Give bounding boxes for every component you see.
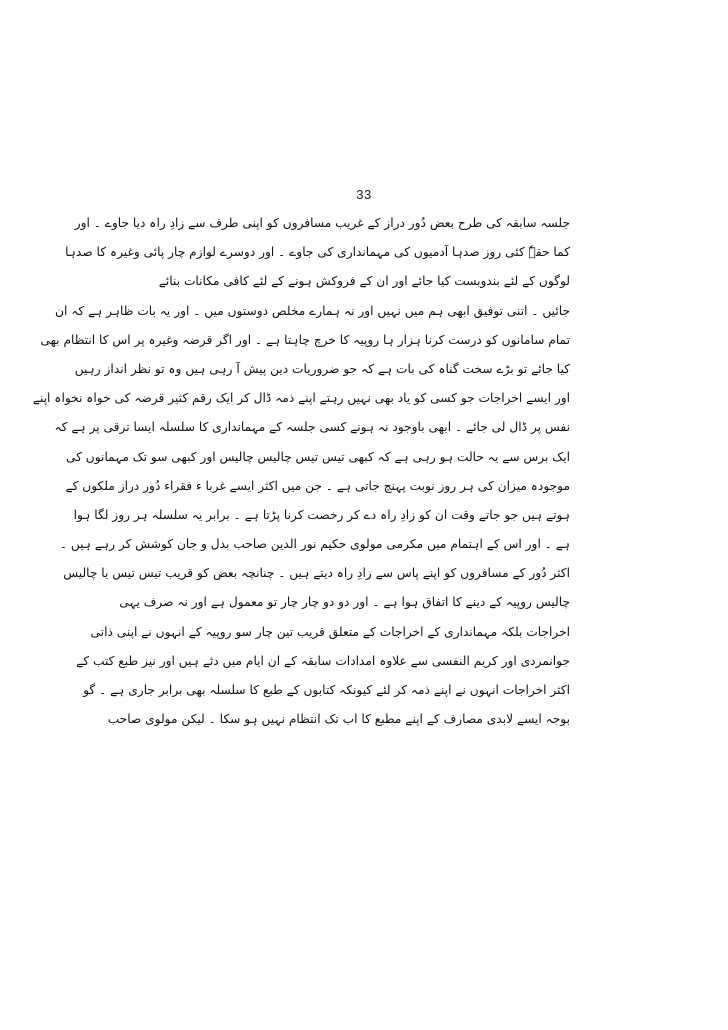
text-line: ہوتے ہیں جو جاتے وقت ان کو زادِ راہ دے کر رخصت کرنا پڑتا ہے ۔ برابر یہ سلسلہ ہر روز لگا ہوا <box>73 507 570 522</box>
text-line: جلسہ سابقہ کی طرح بعض دُور دراز کے غریب مسافروں کو اپنی طرف سے زادِ راہ دیا جاوے ۔ اور <box>74 216 570 230</box>
body-text <box>32 209 570 734</box>
text-line: اکثر اخراجات انہوں نے اپنے ذمہ کر لئے کیونکہ کتابوں کے طبع کا سلسلہ بھی برابر جاری ہے ۔ گو <box>83 683 570 697</box>
text-line: لوگوں کے لئے بندوبست کیا جائے اور ان کے فروکش ہونے کے لئے کافی مکانات بنائے <box>158 274 570 289</box>
text-line: موجودہ میزان کی ہر روز نوبت پہنچ جاتی ہے ۔ جن میں اکثر ایسے غربا ء فقراء دُور دراز ملکوں کے <box>65 478 570 493</box>
text-line: اخراجات بلکہ مہمانداری کے اخراجات کے متعلق قریب تین چار سو روپیہ کے انہوں نے اپنی ذاتی <box>90 624 570 639</box>
text-line: ایک برس سے یہ حالت ہو رہی ہے کہ کبھی تیس تیس چالیس چالیس اور کبھی سو تک مہمانوں کی <box>65 449 570 464</box>
text-line: نفس پر ڈال لی جائے ۔ ابھی باوجود نہ ہونے کسی جلسہ کے مہمانداری کا سلسلہ ایسا ترقی پر ہے کہ <box>54 420 570 435</box>
text-line: جوانمردی اور کریم النفسی سے علاوہ امدادات سابقہ کے ان ایام میں دئے ہیں اور نیز طبع کتب کے <box>76 653 570 668</box>
page-number: 33 <box>356 187 372 202</box>
text-line: تمام سامانوں کو درست کرنا ہزار ہا روپیہ کا خرچ چاہتا ہے ۔ اور اگر قرضہ وغیرہ پر اس کا انتظام بھی <box>40 332 570 347</box>
text-line: اکثر دُور کے مسافروں کو اپنے پاس سے زادِ راہ دیتے ہیں ۔ چنانچہ بعض کو قریب تیس تیس یا چالیس <box>63 566 570 581</box>
text-line: ہے ۔ اور اس کے اہتمام میں مکرمی مولوی حکیم نور الدین صاحب بدل و جان کوشش کر رہے ہیں ۔ <box>59 537 570 552</box>
text-line: بوجہ ایسے لابدی مصارف کے اپنے مطبع کا اب تک انتظام نہیں ہو سکا ۔ لیکن مولوی صاحب <box>107 712 570 727</box>
text-line: جائیں ۔ اتنی توفیق ابھی ہم میں نہیں اور نہ ہمارے مخلص دوستوں میں ۔ اور یہ بات ظاہر ہے کہ ان <box>55 303 570 318</box>
text-line: چالیس روپیہ کے دینے کا اتفاق ہوا ہے ۔ اور دو دو چار چار تو معمول ہے اور نہ صرف یہی <box>119 595 570 610</box>
text-line: کما حقہٗ کئی روز صدہا آدمیوں کی مہمانداری کی جاوے ۔ اور دوسرے لوازم چار پائی وغیرہ کا صدہا <box>65 245 570 260</box>
text-line: اور ایسے اخراجات جو کسی کو یاد بھی نہیں رہتے اپنے ذمہ ڈال کر ایک رقم کثیر قرضہ کی خواہ نخواہ اپنے <box>32 391 570 406</box>
text-line: کیا جائے تو بڑے سخت گناہ کی بات ہے کہ جو ضروریات دین پیش آ رہی ہیں وہ تو نظر انداز رہیں <box>74 361 570 376</box>
